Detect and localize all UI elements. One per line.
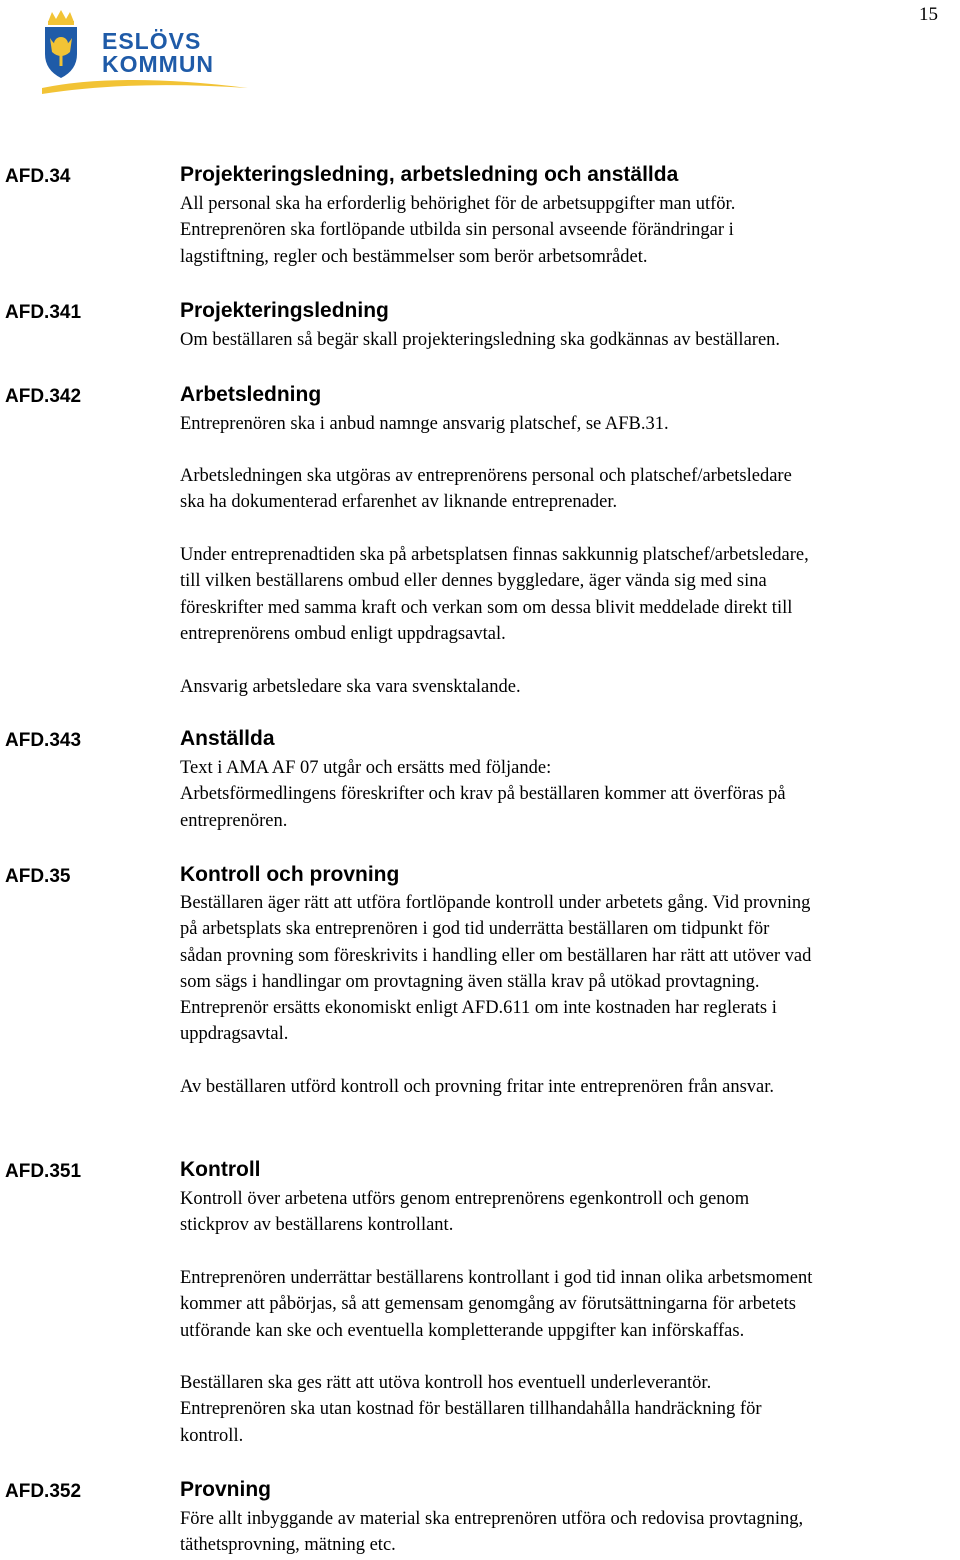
section-heading: Arbetsledning: [180, 383, 322, 406]
text-line: kommer att påbörjas, så att gemensam genomgång av förutsättningarna för arbetets: [180, 1294, 796, 1315]
paragraph: [180, 542, 960, 647]
paragraph: [180, 191, 960, 270]
eslovs-kommun-logo: [30, 8, 260, 100]
text-line: lagstiftning, regler och bestämmelser som berör arbetsområdet.: [180, 246, 648, 267]
paragraph: [180, 1074, 960, 1100]
text-line: Under entreprenadtiden ska på arbetsplatsen finnas sakkunnig platschef/arbetsledare,: [180, 545, 809, 565]
paragraph: [180, 755, 960, 834]
text-line: Om beställaren så begär skall projekteringsledning ska godkännas av beställaren.: [180, 330, 781, 350]
section-label: AFD.341: [5, 302, 82, 323]
text-line: föreskrifter med samma kraft och verkan som om dessa blivit meddelade direkt till: [180, 597, 793, 618]
text-line: Entreprenören ska fortlöpande utbilda sin personal avseende förändringar i: [180, 220, 734, 241]
paragraph: [180, 463, 960, 516]
text-line: Entreprenören underrättar beställarens kontrollant i god tid innan olika arbetsmoment: [180, 1268, 813, 1288]
text-line: som sägs i handlingar om provtagning även ställa krav på utökad provtagning.: [180, 971, 760, 992]
section-heading: Anställda: [180, 727, 275, 750]
text-line: Beställaren äger rätt att utföra fortlöpande kontroll under arbetets gång. Vid provning: [180, 893, 811, 913]
section-label: AFD.342: [5, 386, 82, 407]
text-line: på arbetsplats ska entreprenören i god tid underrätta beställaren om tidpunkt för: [180, 919, 770, 940]
text-line: Text i AMA AF 07 utgår och ersätts med följande:: [180, 758, 552, 778]
text-line: entreprenören.: [180, 810, 288, 831]
text-line: Entreprenören ska utan kostnad för beställaren tillhandahålla handräckning för: [180, 1399, 762, 1420]
text-line: entreprenörens ombud enligt uppdragsavtal.: [180, 623, 506, 644]
paragraph: [180, 1186, 960, 1239]
text-line: All personal ska ha erforderlig behörighet för de arbetsuppgifter man utför.: [180, 194, 736, 214]
section-label: AFD.352: [5, 1481, 82, 1502]
text-line: Arbetsförmedlingens föreskrifter och krav på beställaren kommer att överföras på: [180, 784, 786, 805]
section-heading: Projekteringsledning, arbetsledning och anställda: [180, 163, 679, 186]
text-line: täthetsprovning, mätning etc.: [180, 1535, 396, 1556]
text-line: sådan provning som föreskrivits i handling eller om beställaren har rätt att utöver vad: [180, 945, 812, 966]
page-number: 15: [919, 4, 938, 25]
section-label: AFD.34: [5, 166, 71, 187]
text-line: stickprov av beställarens kontrollant.: [180, 1215, 454, 1236]
paragraph: [180, 1370, 960, 1449]
paragraph: [180, 1506, 960, 1559]
text-line: utförande kan ske och eventuella kompletterande uppgifter kan införskaffas.: [180, 1320, 745, 1341]
text-line: Kontroll över arbetena utförs genom entreprenörens egenkontroll och genom: [180, 1189, 750, 1209]
text-line: Beställaren ska ges rätt att utöva kontroll hos eventuell underleverantör.: [180, 1373, 712, 1393]
section-label: AFD.351: [5, 1161, 82, 1182]
section-heading: Kontroll och provning: [180, 863, 400, 886]
text-line: Entreprenör ersätts ekonomiskt enligt AFD.611 om inte kostnaden har reglerats i: [180, 998, 777, 1019]
section-label: AFD.343: [5, 730, 82, 751]
text-line: Före allt inbyggande av material ska entreprenören utföra och redovisa provtagning,: [180, 1509, 804, 1529]
section-label: AFD.35: [5, 866, 71, 887]
paragraph: [180, 674, 960, 700]
text-line: ska ha dokumenterad erfarenhet av liknande entreprenader.: [180, 492, 618, 513]
logo-line-1: ESLÖVS: [102, 28, 202, 54]
section-heading: Provning: [180, 1478, 272, 1501]
section-heading: Projekteringsledning: [180, 299, 389, 322]
text-line: Entreprenören ska i anbud namnge ansvarig platschef, se AFB.31.: [180, 414, 669, 434]
text-line: Av beställaren utförd kontroll och provning fritar inte entreprenören från ansvar.: [180, 1077, 775, 1097]
text-line: till vilken beställarens ombud eller dennes byggledare, äger vända sig med sina: [180, 571, 767, 592]
text-line: Ansvarig arbetsledare ska vara svensktalande.: [180, 677, 521, 697]
text-line: Arbetsledningen ska utgöras av entreprenörens personal och platschef/arbetsledare: [180, 466, 792, 486]
paragraph: [180, 411, 960, 437]
section-heading: Kontroll: [180, 1158, 261, 1181]
paragraph: [180, 327, 960, 353]
paragraph: [180, 1265, 960, 1344]
logo-line-2: KOMMUN: [102, 51, 215, 77]
text-line: uppdragsavtal.: [180, 1024, 289, 1045]
paragraph: [180, 890, 960, 1048]
text-line: kontroll.: [180, 1425, 244, 1446]
